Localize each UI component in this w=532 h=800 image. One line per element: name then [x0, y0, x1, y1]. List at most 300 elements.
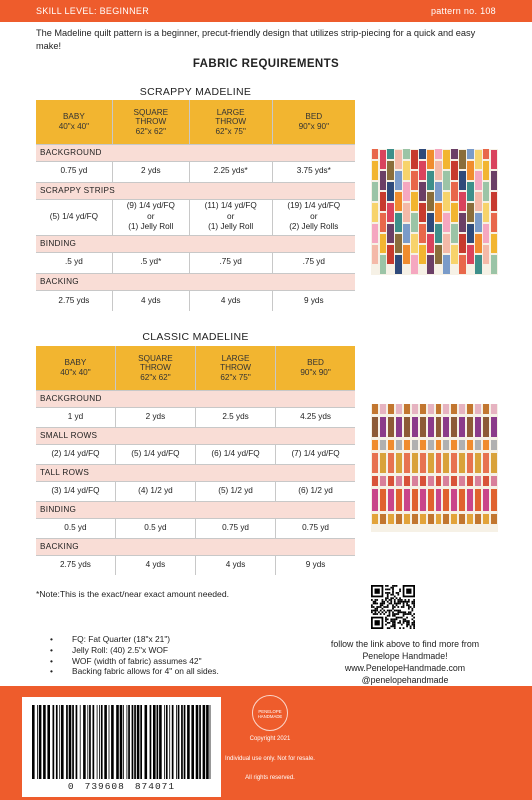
column-header: BABY 40"x 40" [36, 100, 112, 144]
table-cell: (5) 1/2 yd [195, 481, 275, 501]
quilt-strip [419, 203, 426, 222]
quilt-strip [388, 417, 394, 437]
quilt-strip [380, 453, 386, 473]
quilt-strip [372, 514, 378, 524]
table-cell: 4 yds [112, 290, 189, 311]
quilt-strip [395, 171, 402, 190]
quilt-strip [404, 489, 410, 511]
table-row [36, 407, 355, 427]
quilt-strip [459, 440, 465, 450]
table-cell: 0.75 yd [276, 518, 355, 538]
quilt-strip [451, 514, 457, 524]
table-cell: (4) 1/2 yd [115, 481, 195, 501]
scrappy-title: SCRAPPY MADELINE [139, 86, 252, 98]
quilt-strip [436, 453, 442, 473]
quilt-strip [428, 440, 434, 450]
quilt-strip [443, 417, 449, 437]
table-cell: .75 yd [272, 252, 355, 273]
quilt-strip [404, 476, 410, 486]
table-cell: (9) 1/4 yd/FQ or (1) Jelly Roll [112, 199, 189, 235]
quilt-strip [403, 224, 410, 243]
quilt-strip [467, 417, 473, 437]
quilt-strip [451, 203, 458, 222]
table-cell: (5) 1/4 yd/FQ [115, 444, 195, 464]
quilt-strip [459, 255, 466, 274]
quilt-strip [372, 404, 378, 414]
top-banner [0, 0, 532, 22]
quilt-strip [404, 404, 410, 414]
quilt-strip [435, 149, 442, 159]
quilt-strip [451, 489, 457, 511]
quilt-strip [435, 224, 442, 243]
quilt-strip [372, 489, 378, 511]
quilt-strip [412, 440, 418, 450]
quilt-strip [483, 404, 489, 414]
quilt-strip [491, 440, 497, 450]
table-cell: 2 yds [112, 161, 189, 182]
quilt-strip [436, 404, 442, 414]
quilt-strip [483, 453, 489, 473]
quilt-strip [475, 417, 481, 437]
list-item: • FQ: Fat Quarter (18"x 21") [50, 634, 219, 645]
table-row [36, 518, 355, 538]
quilt-strip [443, 213, 450, 232]
quilt-strip [467, 245, 474, 264]
quilt-strip [412, 404, 418, 414]
quilt-strip [467, 149, 474, 159]
quilt-strip [467, 203, 474, 222]
quilt-strip [467, 453, 473, 473]
table-row [36, 290, 355, 311]
quilt-strip [372, 476, 378, 486]
classic-title: CLASSIC MADELINE [142, 331, 249, 343]
quilt-strip [475, 476, 481, 486]
quilt-strip [436, 476, 442, 486]
quilt-strip [411, 192, 418, 211]
quilt-strip [372, 245, 379, 264]
quilt-strip [491, 255, 498, 274]
quilt-strip [411, 150, 418, 169]
quilt-strip [443, 404, 449, 414]
quilt-strip [419, 224, 426, 243]
fabric-requirements-heading: FABRIC REQUIREMENTS [192, 58, 340, 70]
quilt-strip [475, 440, 481, 450]
quilt-strip [387, 161, 394, 180]
quilt-strip [459, 171, 466, 190]
quilt-strip [428, 453, 434, 473]
quilt-strip [412, 489, 418, 511]
quilt-strip [451, 161, 458, 180]
follow-line-1: follow the link above to find more from [330, 639, 480, 649]
table-cell: .5 yd* [112, 252, 189, 273]
section-label: BINDING [36, 235, 355, 252]
quilt-strip [475, 234, 482, 253]
quilt-strip [428, 514, 434, 524]
column-header: SQUARE THROW 62"x 62" [115, 346, 195, 390]
quilt-strip [475, 453, 481, 473]
table-cell: .5 yd [36, 252, 112, 273]
quilt-strip [443, 171, 450, 190]
quilt-strip [483, 476, 489, 486]
quilt-strip [387, 182, 394, 201]
quilt-strip [388, 476, 394, 486]
table-cell: 9 yds [276, 555, 355, 575]
classic-table [36, 346, 355, 575]
quilt-strip [443, 514, 449, 524]
quilt-strip [483, 161, 490, 180]
quilt-strip [388, 453, 394, 473]
quilt-strip [387, 224, 394, 243]
table-row [36, 555, 355, 575]
quilt-strip [420, 514, 426, 524]
quilt-strip [420, 440, 426, 450]
quilt-strip [459, 417, 465, 437]
quilt-strip [451, 224, 458, 243]
section-label: BACKING [36, 538, 355, 555]
table-cell: 0.75 yd [36, 161, 112, 182]
table-cell: 4 yds [115, 555, 195, 575]
quilt-strip [380, 171, 387, 190]
quilt-strip [387, 149, 394, 159]
quilt-strip [380, 476, 386, 486]
quilt-strip [427, 213, 434, 232]
quilt-strip [451, 404, 457, 414]
quilt-strip [475, 150, 482, 169]
quilt-strip [451, 453, 457, 473]
quilt-strip [420, 417, 426, 437]
quilt-strip [396, 489, 402, 511]
quilt-strip [443, 440, 449, 450]
table-cell: 3.75 yds* [272, 161, 355, 182]
list-item: • Jelly Roll: (40) 2.5"x WOF [50, 645, 219, 656]
quilt-strip [483, 149, 490, 159]
quilt-strip [483, 489, 489, 511]
table-cell: (19) 1/4 yd/FQ or (2) Jelly Rolls [272, 199, 355, 235]
quilt-strip [395, 213, 402, 232]
quilt-strip [395, 192, 402, 211]
quilt-strip [459, 489, 465, 511]
quilt-strip [467, 161, 474, 180]
quilt-strip [403, 161, 410, 180]
table-cell: .75 yd [189, 252, 272, 273]
quilt-strip [372, 417, 378, 437]
quilt-strip [491, 213, 498, 232]
table-row [36, 199, 355, 235]
quilt-strip [420, 453, 426, 473]
table-cell: 2.75 yds [36, 555, 115, 575]
quilt-strip [483, 245, 490, 264]
quilt-strip [475, 404, 481, 414]
table-row [36, 481, 355, 501]
quilt-strip [396, 417, 402, 437]
quilt-strip [459, 453, 465, 473]
quilt-strip [395, 150, 402, 169]
quilt-strip [372, 182, 379, 201]
column-header: LARGE THROW 62"x 75" [189, 100, 272, 144]
quilt-strip [451, 245, 458, 264]
quilt-strip [483, 182, 490, 201]
skill-level: SKILL LEVEL: BEGINNER [36, 6, 150, 16]
quilt-strip [427, 171, 434, 190]
quilt-strip [483, 203, 490, 222]
section-label: BACKGROUND [36, 144, 355, 161]
quilt-strip [428, 489, 434, 511]
quilt-strip [427, 234, 434, 253]
quilt-strip [411, 171, 418, 190]
section-label: SMALL ROWS [36, 427, 355, 444]
quilt-strip [443, 150, 450, 169]
intro-text: The Madeline quilt pattern is a beginner, precut-friendly design that utilizes strip-piecing for a quick and easy make! [36, 28, 476, 51]
barcode-bars [32, 705, 211, 779]
quilt-strip [372, 161, 379, 180]
quilt-strip [475, 489, 481, 511]
quilt-strip [372, 203, 379, 222]
quilt-strip [491, 234, 498, 253]
quilt-strip [380, 234, 387, 253]
quilt-strip [396, 440, 402, 450]
quilt-strip [443, 192, 450, 211]
social-handle[interactable]: @penelopehandmade [361, 675, 449, 685]
quilt-strip [428, 417, 434, 437]
section-label: SCRAPPY STRIPS [36, 182, 355, 199]
quilt-strip [467, 404, 473, 414]
quilt-strip [388, 404, 394, 414]
quilt-strip [483, 440, 489, 450]
table-cell: 4 yds [189, 290, 272, 311]
quilt-strip [459, 150, 466, 169]
table-cell: (2) 1/4 yd/FQ [36, 444, 115, 464]
pattern-number: pattern no. 108 [430, 6, 496, 16]
quilt-strip [403, 149, 410, 159]
quilt-strip [427, 192, 434, 211]
quilt-strip [467, 224, 474, 243]
quilt-strip [491, 171, 498, 190]
quilt-strip [443, 234, 450, 253]
scrappy-table [36, 100, 355, 311]
quilt-strip [435, 245, 442, 264]
quilt-strip [451, 440, 457, 450]
quilt-strip [443, 453, 449, 473]
quilt-strip [475, 514, 481, 524]
quilt-strip [491, 476, 497, 486]
quilt-strip [443, 255, 450, 274]
column-header: BED 90"x 90" [276, 346, 355, 390]
note-text: *Note:This is the exact/near exact amount needed. [36, 589, 229, 599]
table-cell: (6) 1/2 yd [276, 481, 355, 501]
quilt-strip [459, 192, 466, 211]
website-link[interactable]: www.PenelopeHandmade.com [344, 663, 466, 673]
table-cell: 0.5 yd [115, 518, 195, 538]
quilt-strip [403, 203, 410, 222]
quilt-strip [491, 453, 497, 473]
quilt-strip [467, 440, 473, 450]
quilt-strip [451, 182, 458, 201]
quilt-strip [420, 489, 426, 511]
quilt-strip [483, 514, 489, 524]
quilt-strip [372, 224, 379, 243]
quilt-strip [451, 476, 457, 486]
column-header: BED 90"x 90" [272, 100, 355, 144]
quilt-strip [451, 149, 458, 159]
quilt-strip [404, 514, 410, 524]
table-cell: 0.75 yd [195, 518, 275, 538]
quilt-strip [436, 514, 442, 524]
quilt-strip [491, 404, 497, 414]
list-item: • WOF (width of fabric) assumes 42" [50, 656, 219, 667]
quilt-strip [428, 404, 434, 414]
table-cell: 2.75 yds [36, 290, 112, 311]
quilt-strip [412, 453, 418, 473]
quilt-strip [396, 453, 402, 473]
quilt-strip [380, 404, 386, 414]
section-label: BINDING [36, 501, 355, 518]
quilt-strip [491, 150, 498, 169]
quilt-strip [395, 255, 402, 274]
follow-line-2: Penelope Handmade! [362, 651, 448, 661]
table-cell: (5) 1/4 yd/FQ [36, 199, 112, 235]
barcode [22, 697, 221, 797]
quilt-strip [436, 489, 442, 511]
table-cell: 9 yds [272, 290, 355, 311]
table-row [36, 252, 355, 273]
definitions-list [50, 634, 219, 677]
table-cell: 0.5 yd [36, 518, 115, 538]
individual-use-text: Individual use only. Not for resale. [225, 756, 315, 762]
quilt-strip [396, 476, 402, 486]
quilt-strip [483, 224, 490, 243]
quilt-strip [419, 182, 426, 201]
table-cell: 2 yds [115, 407, 195, 427]
quilt-strip [380, 213, 387, 232]
table-cell: 4.25 yds [276, 407, 355, 427]
quilt-strip [451, 417, 457, 437]
copyright-text: Copyright 2021 [249, 736, 291, 742]
quilt-strip [404, 417, 410, 437]
quilt-strip [467, 182, 474, 201]
quilt-strip [388, 514, 394, 524]
quilt-strip [380, 489, 386, 511]
quilt-strip [395, 234, 402, 253]
quilt-strip [467, 489, 473, 511]
quilt-strip [380, 440, 386, 450]
quilt-strip [443, 476, 449, 486]
quilt-strip [419, 245, 426, 264]
quilt-strip [412, 476, 418, 486]
follow-block [295, 638, 515, 686]
quilt-strip [428, 476, 434, 486]
table-cell: 1 yd [36, 407, 115, 427]
quilt-strip [459, 476, 465, 486]
quilt-strip [435, 203, 442, 222]
quilt-strip [411, 234, 418, 253]
table-cell: (11) 1/4 yd/FQ or (1) Jelly Roll [189, 199, 272, 235]
quilt-strip [491, 417, 497, 437]
quilt-strip [459, 404, 465, 414]
quilt-strip [419, 149, 426, 159]
quilt-strip [372, 440, 378, 450]
quilt-strip [388, 489, 394, 511]
section-label: BACKGROUND [36, 390, 355, 407]
quilt-strip [380, 514, 386, 524]
quilt-strip [459, 213, 466, 232]
quilt-strip [427, 255, 434, 274]
quilt-strip [475, 255, 482, 274]
table-cell: (3) 1/4 yd/FQ [36, 481, 115, 501]
quilt-strip [475, 213, 482, 232]
quilt-strip [388, 440, 394, 450]
quilt-strip [419, 161, 426, 180]
quilt-strip [403, 182, 410, 201]
table-row [36, 444, 355, 464]
table-cell: (7) 1/4 yd/FQ [276, 444, 355, 464]
quilt-strip [380, 192, 387, 211]
table-cell: 2.25 yds* [189, 161, 272, 182]
column-header: SQUARE THROW 62"x 62" [112, 100, 189, 144]
quilt-strip [483, 417, 489, 437]
table-row [36, 161, 355, 182]
table-cell: 4 yds [195, 555, 275, 575]
quilt-strip [380, 417, 386, 437]
quilt-strip [420, 476, 426, 486]
section-label: BACKING [36, 273, 355, 290]
quilt-strip [459, 234, 466, 253]
scrappy-quilt-image [371, 149, 498, 275]
quilt-strip [404, 453, 410, 473]
section-label: TALL ROWS [36, 464, 355, 481]
quilt-strip [459, 514, 465, 524]
quilt-strip [396, 514, 402, 524]
table-cell: 2.5 yds [195, 407, 275, 427]
quilt-strip [412, 514, 418, 524]
quilt-strip [467, 476, 473, 486]
quilt-strip [372, 453, 378, 473]
quilt-strip [443, 489, 449, 511]
quilt-strip [467, 514, 473, 524]
quilt-strip [387, 203, 394, 222]
column-header: LARGE THROW 62"x 75" [195, 346, 275, 390]
classic-quilt-image [371, 404, 498, 532]
quilt-strip [491, 514, 497, 524]
quilt-strip [380, 255, 387, 274]
quilt-strip [372, 149, 379, 159]
qr-code[interactable] [371, 585, 415, 629]
quilt-strip [475, 171, 482, 190]
table-cell: (6) 1/4 yd/FQ [195, 444, 275, 464]
quilt-strip [403, 245, 410, 264]
quilt-strip [436, 417, 442, 437]
rights-text: All rights reserved. [245, 775, 295, 781]
barcode-number: 0 739608 874071 [67, 781, 176, 792]
quilt-strip [404, 440, 410, 450]
quilt-strip [411, 255, 418, 274]
quilt-strip [435, 182, 442, 201]
column-header: BABY 40"x 40" [36, 346, 115, 390]
quilt-strip [380, 150, 387, 169]
quilt-strip [420, 404, 426, 414]
list-item: • Backing fabric allows for 4" on all sides. [50, 666, 219, 677]
brand-logo: PENELOPE HANDMADE [252, 695, 288, 731]
quilt-strip [436, 440, 442, 450]
quilt-strip [411, 213, 418, 232]
quilt-strip [435, 161, 442, 180]
quilt-strip [491, 489, 497, 511]
quilt-strip [396, 404, 402, 414]
quilt-strip [412, 417, 418, 437]
quilt-strip [387, 245, 394, 264]
quilt-strip [491, 192, 498, 211]
quilt-strip [475, 192, 482, 211]
quilt-strip [427, 150, 434, 169]
